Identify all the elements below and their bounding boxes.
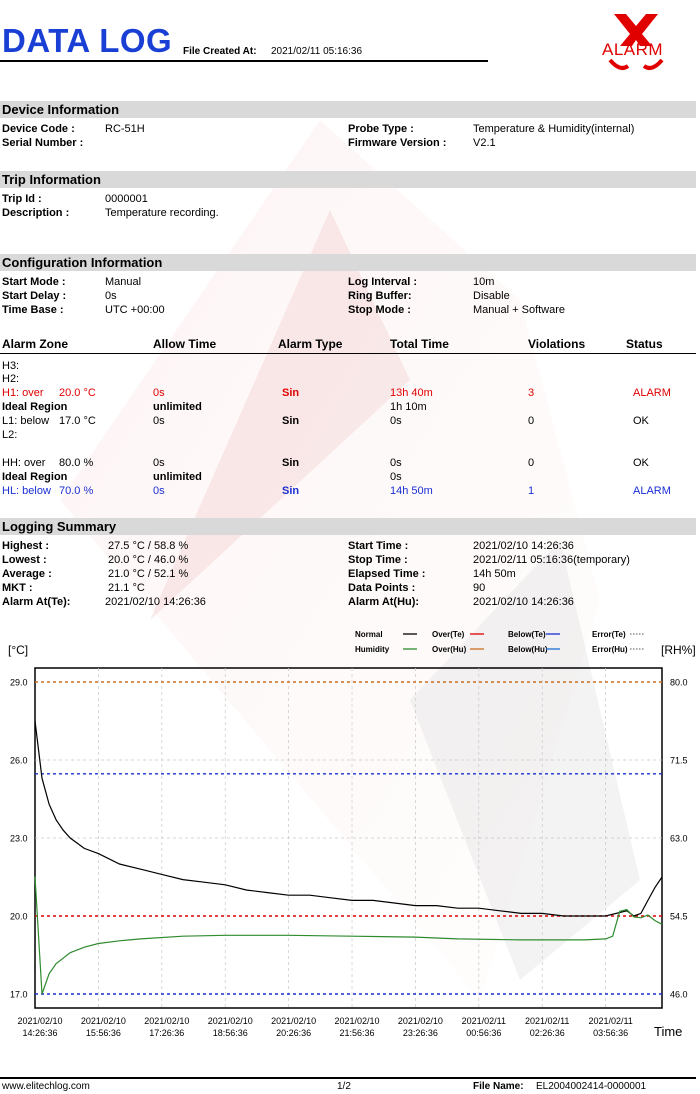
ideal-region-hum-total: 0s: [390, 471, 402, 483]
y-tick-label-right: 71.5: [670, 755, 688, 766]
data-points-label: Data Points :: [348, 582, 416, 594]
x-tick-label-date: 2021/02/10: [271, 1016, 317, 1026]
zone-h1-type: Sin: [282, 387, 300, 399]
y-tick-label-right: 63.0: [670, 833, 688, 844]
log-interval-label: Log Interval :: [348, 276, 418, 288]
lowest-value: 20.0 °C / 46.0 %: [108, 554, 189, 566]
data-points-value: 90: [473, 582, 486, 594]
y-tick-label-left: 20.0: [10, 911, 28, 922]
zone-h3-label: H3:: [2, 360, 20, 372]
alarm-at-te-value: 2021/02/10 14:26:36: [105, 596, 206, 608]
y-tick-label-left: 17.0: [10, 989, 28, 1000]
legend-label: Over(Hu): [432, 645, 467, 654]
x-tick-label-date: 2021/02/10: [144, 1016, 190, 1026]
start-mode-value: Manual: [105, 276, 142, 288]
x-tick-label-date: 2021/02/10: [334, 1016, 380, 1026]
elapsed-time-value: 14h 50m: [473, 568, 516, 580]
zone-hh-type: Sin: [282, 457, 300, 469]
zone-hl-total: 14h 50m: [390, 485, 433, 497]
x-tick-label-time: 15:56:36: [85, 1028, 121, 1038]
zone-l1-type: Sin: [282, 415, 300, 427]
ideal-region-hum-allow: unlimited: [153, 471, 202, 483]
description-value: Temperature recording.: [105, 207, 219, 219]
x-tick-label-time: 03:56:36: [593, 1028, 629, 1038]
zone-hh-status: OK: [633, 457, 649, 469]
zone-h1-label: H1: over: [2, 387, 44, 399]
zone-hl-label: HL: below: [2, 485, 51, 497]
device-code-value: RC-51H: [105, 123, 145, 135]
zone-h1-threshold: 20.0 °C: [59, 387, 96, 399]
ring-buffer-value: Disable: [473, 290, 510, 302]
x-tick-label-time: 17:26:36: [149, 1028, 185, 1038]
device-code-label: Device Code :: [2, 123, 75, 135]
x-tick-label-date: 2021/02/10: [207, 1016, 253, 1026]
ideal-region-temp-label: Ideal Region: [2, 401, 68, 413]
zone-l2-label: L2:: [2, 429, 18, 441]
zone-hl-threshold: 70.0 %: [59, 485, 94, 497]
highest-value: 27.5 °C / 58.8 %: [108, 540, 189, 552]
footer-website: www.elitechlog.com: [2, 1081, 90, 1092]
alarm-at-te-label: Alarm At(Te):: [2, 596, 71, 608]
zone-hl-type: Sin: [282, 485, 300, 497]
ring-buffer-label: Ring Buffer:: [348, 290, 412, 302]
y-tick-label-right: 46.0: [670, 989, 688, 1000]
y-axis-label-right: [RH%]: [661, 643, 696, 657]
page-title: DATA LOG: [2, 22, 173, 59]
stop-time-value: 2021/02/11 05:16:36(temporary): [473, 554, 630, 566]
series-line-normal: [35, 721, 662, 916]
log-interval-value: 10m: [473, 276, 495, 288]
y-tick-label-right: 54.5: [670, 911, 688, 922]
x-tick-label-time: 20:26:36: [276, 1028, 312, 1038]
ideal-region-temp-allow: unlimited: [153, 401, 202, 413]
mkt-value: 21.1 °C: [108, 582, 145, 594]
zone-hh-threshold: 80.0 %: [59, 457, 94, 469]
zone-hl-status: ALARM: [633, 485, 671, 497]
x-tick-label-time: 18:56:36: [212, 1028, 248, 1038]
y-tick-label-left: 29.0: [10, 677, 28, 688]
description-label: Description :: [2, 207, 70, 219]
x-tick-label-date: 2021/02/11: [461, 1016, 507, 1026]
trip-section-bar: [0, 171, 696, 188]
zone-h1-violations: 3: [528, 387, 535, 399]
file-created-label: File Created At:: [183, 46, 257, 57]
zone-h1-status: ALARM: [633, 387, 671, 399]
legend-label: Humidity: [355, 645, 390, 654]
legend-label: Error(Te): [592, 630, 626, 639]
y-tick-label-left: 23.0: [10, 833, 28, 844]
legend-label: Below(Te): [508, 630, 546, 639]
start-mode-label: Start Mode :: [2, 276, 66, 288]
legend-label: Below(Hu): [508, 645, 548, 654]
firmware-version-value: V2.1: [473, 137, 496, 149]
temperature-humidity-chart: [0, 620, 700, 1045]
title-divider: [0, 60, 488, 62]
time-base-label: Time Base :: [2, 304, 64, 316]
stop-mode-value: Manual + Software: [473, 304, 566, 316]
series-line-humidity: [35, 877, 662, 995]
zone-l1-total: 0s: [390, 415, 402, 427]
alarm-col-allow-time: Allow Time: [153, 337, 217, 351]
alarm-col-total-time: Total Time: [390, 337, 449, 351]
device-section-title: Device Information: [2, 102, 120, 117]
start-delay-label: Start Delay :: [2, 290, 67, 302]
zone-l1-threshold: 17.0 °C: [59, 415, 96, 427]
start-time-value: 2021/02/10 14:26:36: [473, 540, 574, 552]
zone-hl-violations: 1: [528, 485, 535, 497]
zone-l1-status: OK: [633, 415, 649, 427]
zone-hh-violations: 0: [528, 457, 535, 469]
trip-section-title: Trip Information: [2, 172, 101, 187]
footer-file-name-label: File Name:: [473, 1081, 524, 1092]
average-label: Average :: [2, 568, 52, 580]
average-value: 21.0 °C / 52.1 %: [108, 568, 189, 580]
trip-id-value: 0000001: [105, 193, 148, 205]
zone-l1-label: L1: below: [2, 415, 50, 427]
zone-h1-total: 13h 40m: [390, 387, 433, 399]
x-tick-label-date: 2021/02/10: [17, 1016, 63, 1026]
x-tick-label-date: 2021/02/10: [397, 1016, 443, 1026]
summary-section-title: Logging Summary: [2, 519, 117, 534]
legend-label: Normal: [355, 630, 383, 639]
alarm-col-violations: Violations: [528, 337, 586, 351]
alarm-at-hu-value: 2021/02/10 14:26:36: [473, 596, 574, 608]
x-tick-label-time: 14:26:36: [22, 1028, 58, 1038]
alarm-at-hu-label: Alarm At(Hu):: [348, 596, 420, 608]
firmware-version-label: Firmware Version :: [348, 137, 447, 149]
alarm-col-type: Alarm Type: [278, 337, 343, 351]
legend-label: Error(Hu): [592, 645, 628, 654]
x-tick-label-time: 00:56:36: [466, 1028, 502, 1038]
x-tick-label-date: 2021/02/10: [80, 1016, 126, 1026]
zone-hh-label: HH: over: [2, 457, 46, 469]
alarm-col-status: Status: [626, 337, 663, 351]
x-tick-label-time: 02:26:36: [529, 1028, 565, 1038]
zone-h1-allow: 0s: [153, 387, 165, 399]
trip-id-label: Trip Id :: [2, 193, 42, 205]
stop-mode-label: Stop Mode :: [348, 304, 411, 316]
zone-hl-allow: 0s: [153, 485, 165, 497]
config-section-title: Configuration Information: [2, 255, 163, 270]
time-base-value: UTC +00:00: [105, 304, 165, 316]
elapsed-time-label: Elapsed Time :: [348, 568, 426, 580]
footer-file-name-value: EL2004002414-0000001: [536, 1081, 647, 1092]
probe-type-label: Probe Type :: [348, 123, 414, 135]
zone-hh-allow: 0s: [153, 457, 165, 469]
highest-label: Highest :: [2, 540, 50, 552]
probe-type-value: Temperature & Humidity(internal): [473, 123, 635, 135]
footer-page-number: 1/2: [337, 1081, 351, 1092]
serial-number-label: Serial Number :: [2, 137, 84, 149]
legend-label: Over(Te): [432, 630, 465, 639]
alarm-logo: [600, 10, 672, 72]
zone-h2-label: H2:: [2, 373, 20, 385]
x-tick-label-date: 2021/02/11: [588, 1016, 633, 1026]
logo-text: ALARM: [602, 40, 664, 59]
alarm-header-divider: [0, 353, 696, 354]
start-delay-value: 0s: [105, 290, 117, 302]
file-created-value: 2021/02/11 05:16:36: [271, 46, 363, 57]
zone-l1-allow: 0s: [153, 415, 165, 427]
y-tick-label-left: 26.0: [10, 755, 28, 766]
x-tick-label-time: 21:56:36: [339, 1028, 375, 1038]
x-axis-label: Time: [654, 1024, 683, 1039]
ideal-region-hum-label: Ideal Region: [2, 471, 68, 483]
y-axis-label-left: [°C]: [8, 643, 29, 657]
footer-divider: [0, 1077, 696, 1079]
alarm-col-zone: Alarm Zone: [2, 337, 69, 351]
lowest-label: Lowest :: [2, 554, 47, 566]
mkt-label: MKT :: [2, 582, 33, 594]
stop-time-label: Stop Time :: [348, 554, 408, 566]
x-tick-label-time: 23:26:36: [402, 1028, 438, 1038]
y-tick-label-right: 80.0: [670, 677, 688, 688]
start-time-label: Start Time :: [348, 540, 409, 552]
zone-l1-violations: 0: [528, 415, 535, 427]
zone-hh-total: 0s: [390, 457, 402, 469]
x-tick-label-date: 2021/02/11: [525, 1016, 570, 1026]
ideal-region-temp-total: 1h 10m: [390, 401, 427, 413]
